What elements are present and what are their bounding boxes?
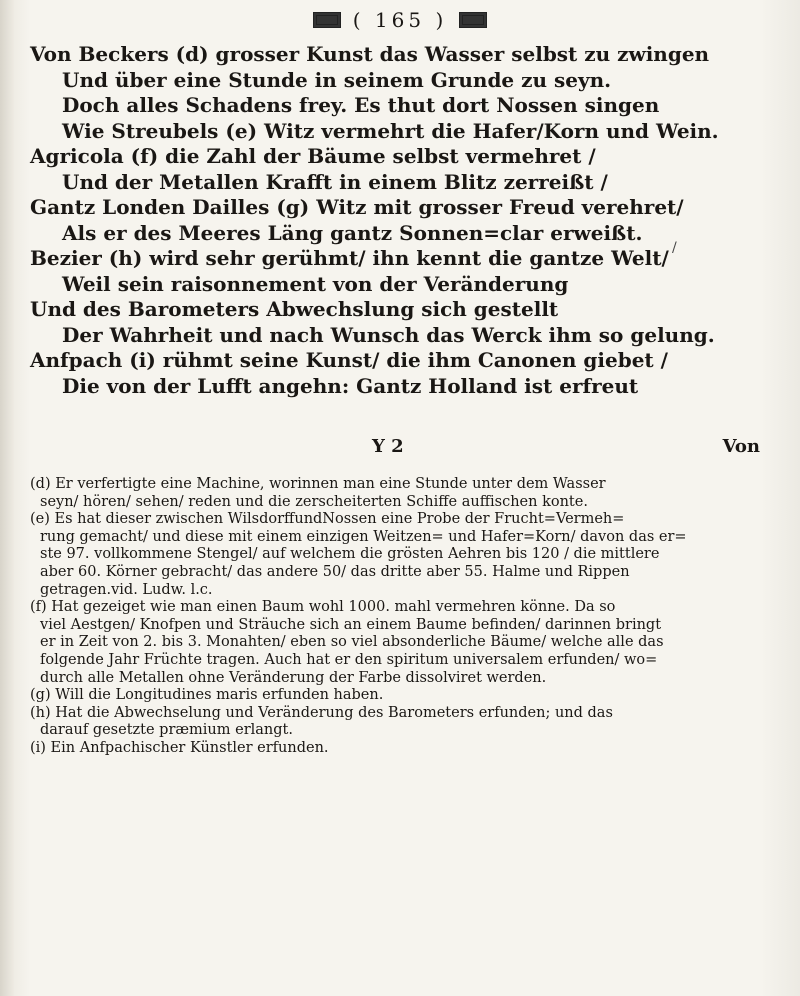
footnote-line: (f) Hat gezeiget wie man einen Baum wohl 1000. mahl vermehren könne. Da so [30,599,616,616]
verse-line: Von Beckers (d) grosser Kunst das Wasser selbst zu zwingen [30,42,710,66]
ornament-icon [457,9,489,31]
verse-block [30,42,760,399]
footnote-line: (e) Es hat dieser zwischen WilsdorffundNossen eine Probe der Frucht=Vermeh= [30,511,625,528]
verse-line: Gantz Londen Dailles (g) Witz mit grosser Freud verehret/ [30,195,684,219]
footnote-line: (g) Will die Longitudines maris erfunden haben. [30,687,384,704]
footnote-line: seyn/ hören/ sehen/ reden und die zerscheiterten Schiffe auffischen konte. [40,493,588,510]
catchword: Von [722,436,760,457]
footnote-line: (i) Ein Anfpachischer Künstler erfunden. [30,739,329,756]
verse-line: Weil sein raisonnement von der Veränderung [62,271,569,296]
footnote-line: aber 60. Körner gebracht/ das andere 50/ das dritte aber 55. Halme und Rippen [40,563,630,580]
verse-line: Agricola (f) die Zahl der Bäume selbst vermehret / [30,144,596,168]
page-number: ( 165 ) [352,8,448,32]
verse-line: Als er des Meeres Läng gantz Sonnen=clar erweißt. [62,220,643,245]
footnote-line: (d) Er verfertigte eine Machine, worinnen man eine Stunde unter dem Wasser [30,476,606,492]
verse-line: Doch alles Schadens frey. Es thut dort Nossen singen [62,93,660,117]
footnote-line: getragen.vid. Ludw. l.c. [40,581,213,598]
verse-line: Und des Barometers Abwechslung sich gestellt [30,297,559,321]
footnote-line: darauf gesetzte præmium erlangt. [40,722,293,739]
verse-line: Bezier (h) wird sehr gerühmt/ ihn kennt die gantze Welt/ [30,246,669,270]
footnote-line: viel Aestgen/ Knofpen und Sträuche sich an einem Baume befinden/ darinnen bringt [40,616,662,633]
footnote-line: folgende Jahr Früchte tragen. Auch hat er den spiritum universalem erfunden/ wo= [40,651,658,668]
page-gutter [0,0,14,996]
verse-line: Die von der Lufft angehn: Gantz Holland ist erfreut [62,373,639,398]
signature-mark: Y 2 [372,436,404,457]
verse-line: Und der Metallen Krafft in einem Blitz zerreißt / [62,169,608,194]
footnote-line: rung gemacht/ und diese mit einem einzigen Weitzen= und Hafer=Korn/ davon das er= [40,528,687,545]
signature-line [30,436,760,462]
footnotes [30,476,766,758]
footnote-line: er in Zeit von 2. bis 3. Monahten/ eben so viel absonderliche Bäume/ welche alle das [40,634,664,651]
verse-line: Wie Streubels (e) Witz vermehrt die Hafer/Korn und Wein. [62,118,719,143]
ornament-icon [311,9,343,31]
footnote-line: durch alle Metallen ohne Veränderung der Farbe dissolviret werden. [40,669,547,686]
page-header [0,4,800,36]
footnote-line: ste 97. vollkommene Stengel/ auf welchem die grösten Aehren bis 120 / die mittlere [40,546,660,563]
verse-line: Der Wahrheit und nach Wunsch das Werck ihm so gelung. [62,322,715,347]
margin-mark: / [672,240,677,256]
verse-line: Anfpach (i) rühmt seine Kunst/ die ihm Canonen giebet / [30,348,668,372]
footnote-line: (h) Hat die Abwechselung und Veränderung des Barometers erfunden; und das [30,704,613,721]
verse-line: Und über eine Stunde in seinem Grunde zu seyn. [62,67,612,92]
